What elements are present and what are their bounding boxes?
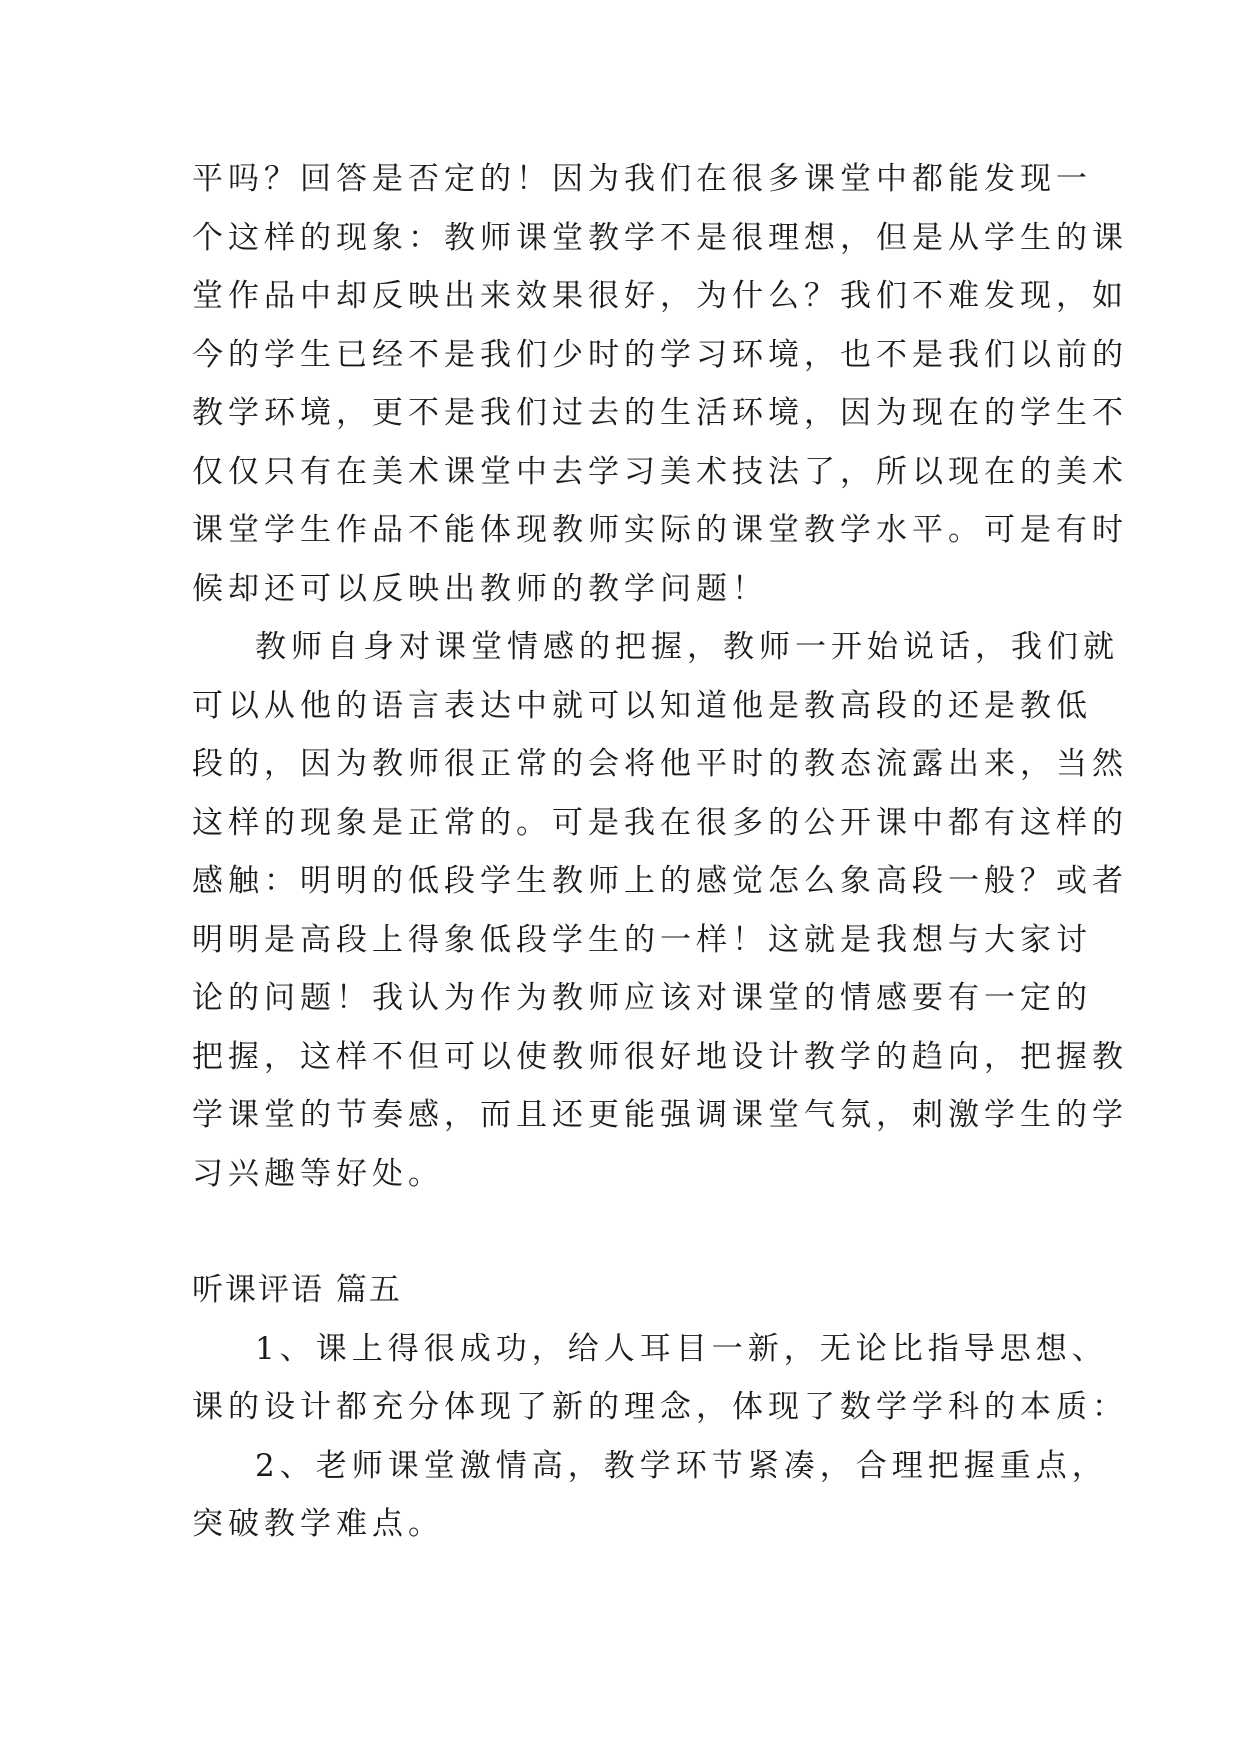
paragraph-4 (192, 1437, 1108, 1554)
text-line: 平吗？回答是否定的！因为我们在很多课堂中都能发现一 (192, 161, 1092, 197)
text-line: 今的学生已经不是我们少时的学习环境，也不是我们以前的 (192, 336, 1128, 373)
paragraph-2 (192, 618, 1128, 1203)
text-line: 课的设计都充分体现了新的理念，体现了数学学科的本质： (192, 1389, 1128, 1425)
text-line: 突破教学难点。 (192, 1506, 444, 1542)
text-line: 把握，这样不但可以使教师很好地设计教学的趋向，把握教 (192, 1038, 1128, 1075)
document-page (192, 150, 1128, 1554)
text-line: 2、老师课堂激情高，教学环节紧凑，合理把握重点， (255, 1447, 1108, 1484)
text-line: 堂作品中却反映出来效果很好，为什么？我们不难发现，如 (192, 278, 1128, 314)
text-line: 可以从他的语言表达中就可以知道他是教高段的还是教低 (192, 687, 1092, 724)
text-line: 个这样的现象：教师课堂教学不是很理想，但是从学生的课 (192, 219, 1128, 256)
text-line: 1、课上得很成功，给人耳目一新，无论比指导思想、 (255, 1330, 1108, 1367)
text-line: 这样的现象是正常的。可是我在很多的公开课中都有这样的 (192, 804, 1128, 841)
paragraph-1 (192, 150, 1128, 618)
text-line: 明明是高段上得象低段学生的一样！这就是我想与大家讨 (192, 921, 1092, 958)
text-line: 仅仅只有在美术课堂中去学习美术技法了，所以现在的美术 (192, 453, 1128, 490)
text-line: 段的，因为教师很正常的会将他平时的教态流露出来，当然 (192, 746, 1128, 782)
text-line: 课堂学生作品不能体现教师实际的课堂教学水平。可是有时 (192, 512, 1128, 548)
text-line: 候却还可以反映出教师的教学问题！ (192, 570, 768, 607)
section-heading: 听课评语 篇五 (192, 1272, 402, 1308)
text-line: 学课堂的节奏感，而且还更能强调课堂气氛，刺激学生的学 (192, 1097, 1128, 1133)
text-line: 教学环境，更不是我们过去的生活环境，因为现在的学生不 (192, 395, 1128, 431)
paragraph-3 (192, 1320, 1128, 1437)
text-line: 教师自身对课堂情感的把握，教师一开始说话，我们就 (255, 629, 1119, 665)
text-line: 论的问题！我认为作为教师应该对课堂的情感要有一定的 (192, 980, 1092, 1016)
text-line: 习兴趣等好处。 (192, 1155, 444, 1192)
text-line: 感触：明明的低段学生教师上的感觉怎么象高段一般？或者 (192, 863, 1128, 899)
